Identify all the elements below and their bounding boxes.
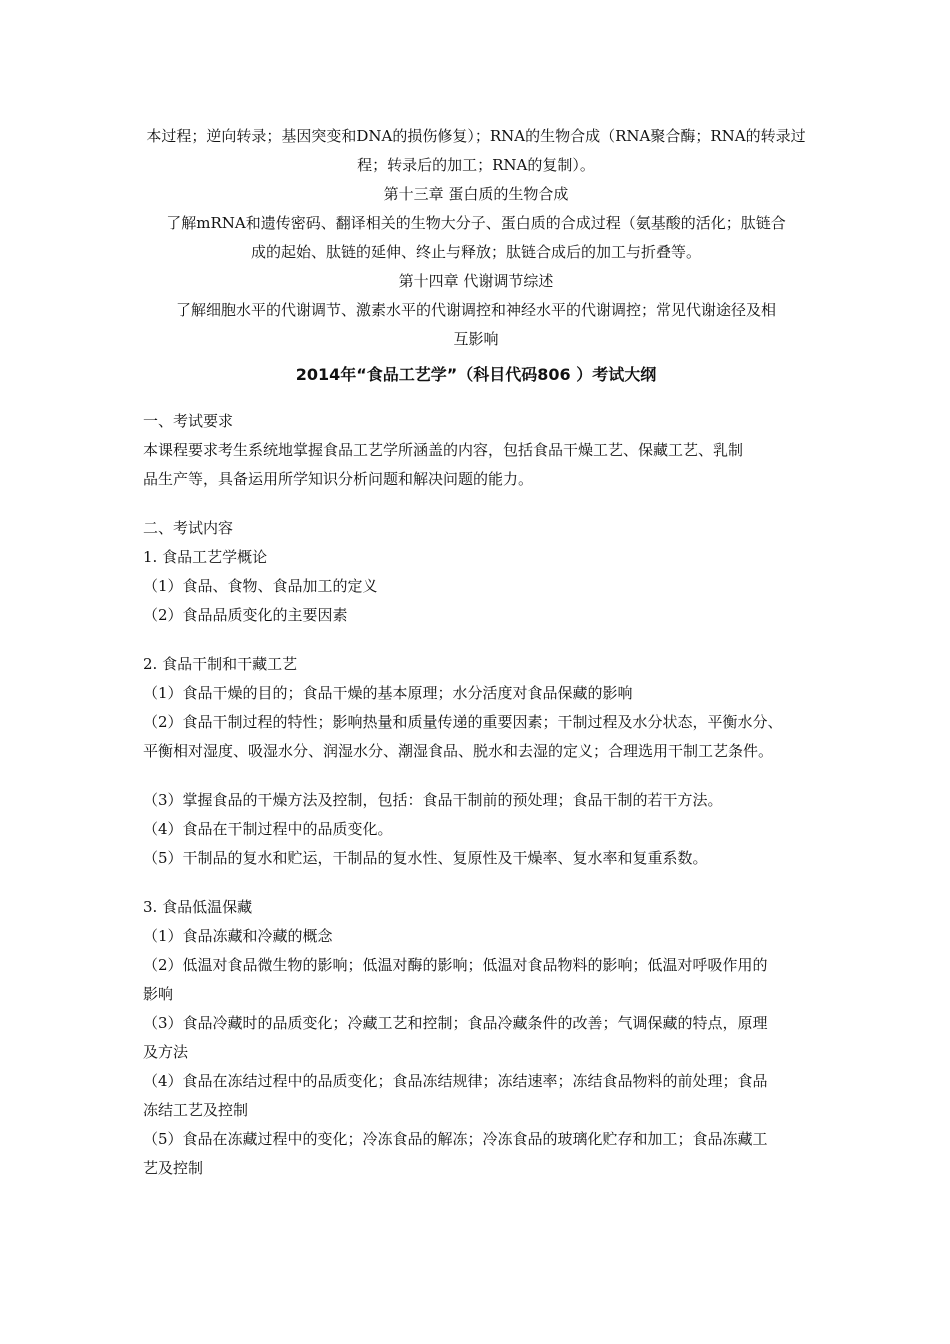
list-item: 艺及控制 [143, 1159, 204, 1177]
list-item: 平衡相对湿度、吸湿水分、润湿水分、潮湿食品、脱水和去湿的定义；合理选用干制工艺条件。 [143, 742, 774, 760]
subsection-title: 2. 食品干制和干藏工艺 [143, 655, 298, 673]
text-line: 互影响 [453, 330, 499, 348]
section-heading-requirements: 一、考试要求 [143, 412, 234, 430]
document-body [143, 122, 809, 1183]
list-item: （2）低温对食品微生物的影响；低温对酶的影响；低温对食品物料的影响；低温对呼吸作用的 [143, 956, 768, 974]
subsection-title: 3. 食品低温保藏 [143, 898, 253, 916]
list-item: （5）干制品的复水和贮运，干制品的复水性、复原性及干燥率、复水率和复重系数。 [143, 849, 708, 867]
spacer [143, 766, 809, 786]
chapter-14-heading: 第十四章 代谢调节综述 [398, 272, 554, 290]
spacer [143, 873, 809, 893]
list-item: （4）食品在干制过程中的品质变化。 [143, 820, 393, 838]
spacer [143, 494, 809, 514]
subsection-title: 1. 食品工艺学概论 [143, 548, 268, 566]
text-line: 品生产等，具备运用所学知识分析问题和解决问题的能力。 [143, 470, 534, 488]
list-item: （2）食品干制过程的特性；影响热量和质量传递的重要因素；干制过程及水分状态，平衡水分、 [143, 713, 783, 731]
list-item: 及方法 [143, 1043, 189, 1061]
document-title: 2014年“食品工艺学”（科目代码806 ）考试大纲 [295, 365, 657, 384]
spacer [143, 630, 809, 650]
list-item: （3）掌握食品的干燥方法及控制，包括：食品干制前的预处理；食品干制的若干方法。 [143, 791, 723, 809]
list-item: （5）食品在冻藏过程中的变化；冷冻食品的解冻；冷冻食品的玻璃化贮存和加工；食品冻藏工 [143, 1130, 768, 1148]
section-heading-content: 二、考试内容 [143, 519, 234, 537]
text-line: 成的起始、肽链的延伸、终止与释放；肽链合成后的加工与折叠等。 [250, 243, 701, 261]
list-item: （4）食品在冻结过程中的品质变化；食品冻结规律；冻结速率；冻结食品物料的前处理；食品 [143, 1072, 768, 1090]
chapter-13-heading: 第十三章 蛋白质的生物合成 [383, 185, 569, 203]
list-item: 影响 [143, 985, 174, 1003]
list-item: 冻结工艺及控制 [143, 1101, 249, 1119]
list-item: （1）食品冻藏和冷藏的概念 [143, 927, 333, 945]
text-line: 了解mRNA和遗传密码、翻译相关的生物大分子、蛋白质的合成过程（氨基酸的活化；肽链合 [166, 214, 786, 232]
list-item: （1）食品、食物、食品加工的定义 [143, 577, 378, 595]
text-line: 本过程；逆向转录；基因突变和DNA的损伤修复）；RNA的生物合成（RNA聚合酶；RNA的转录过 [146, 127, 806, 145]
list-item: （3）食品冷藏时的品质变化；冷藏工艺和控制；食品冷藏条件的改善；气调保藏的特点，原理 [143, 1014, 768, 1032]
text-line: 程；转录后的加工；RNA的复制）。 [357, 156, 595, 174]
text-line: 本课程要求考生系统地掌握食品工艺学所涵盖的内容，包括食品干燥工艺、保藏工艺、乳制 [143, 441, 744, 459]
text-line: 了解细胞水平的代谢调节、激素水平的代谢调控和神经水平的代谢调控；常见代谢途径及相 [175, 301, 776, 319]
list-item: （1）食品干燥的目的；食品干燥的基本原理；水分活度对食品保藏的影响 [143, 684, 633, 702]
list-item: （2）食品品质变化的主要因素 [143, 606, 348, 624]
